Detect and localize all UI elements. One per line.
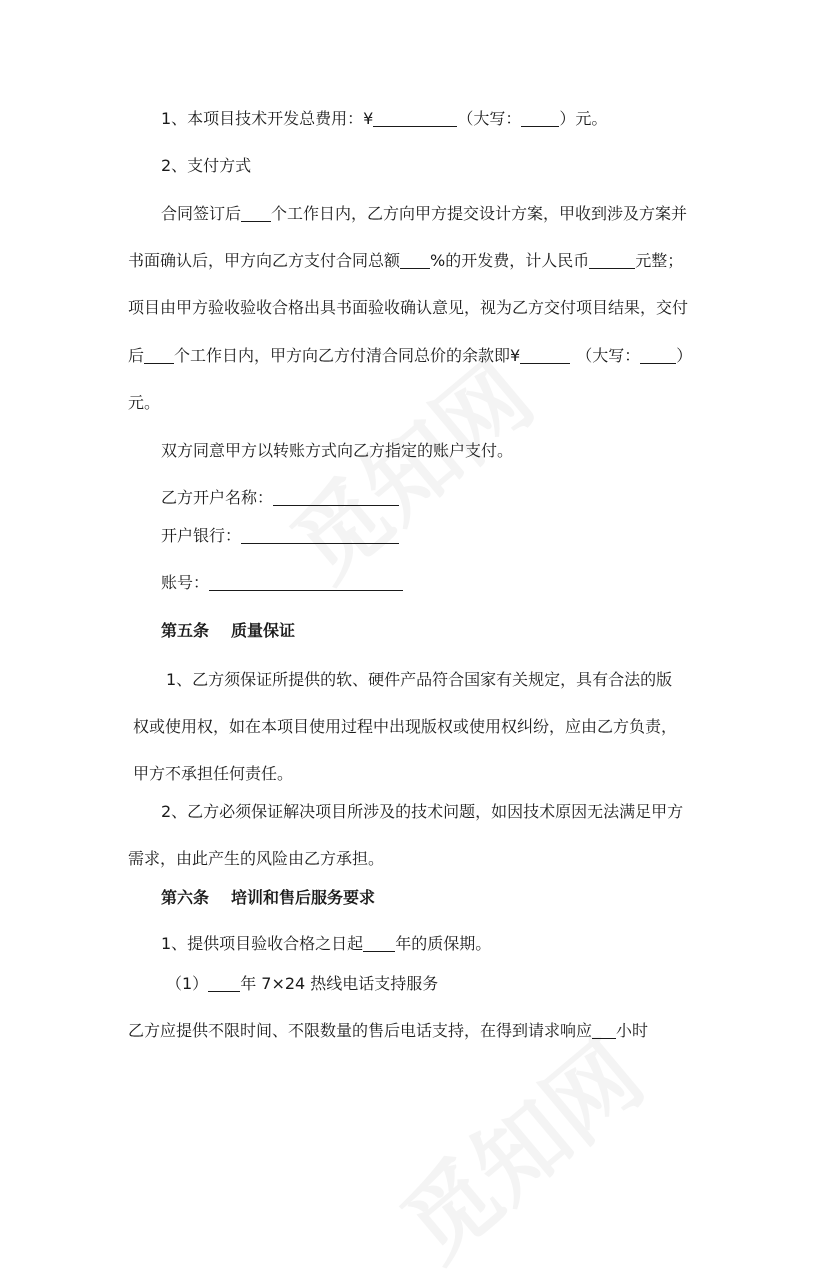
paragraph-line: 元。 <box>128 393 161 412</box>
text: （1） <box>166 974 209 993</box>
warranty-years-blank <box>363 935 395 952</box>
section-six-heading <box>161 888 375 908</box>
text: 1、提供项目验收合格之日起 <box>161 934 364 953</box>
hotline-line <box>166 974 438 994</box>
section-number: 第五条 <box>161 621 210 640</box>
text: ） <box>676 346 693 365</box>
payment-method-heading: 2、支付方式 <box>161 156 252 175</box>
balance-capital-blank <box>640 347 676 364</box>
paragraph-line: 2、乙方必须保证解决项目所涉及的技术问题，如因技术原因无法满足甲方 <box>161 802 684 821</box>
account-name-blank <box>273 489 399 506</box>
paragraph-line: 项目由甲方验收验收合格出具书面验收确认意见，视为乙方交付项目结果，交付 <box>128 298 689 317</box>
text: 乙方应提供不限时间、不限数量的售后电话支持，在得到请求响应 <box>128 1021 593 1040</box>
text: 小时 <box>616 1021 649 1040</box>
total-fee-suffix: ）元。 <box>559 109 608 128</box>
bank-label: 开户银行： <box>161 526 242 545</box>
bank-line <box>161 526 399 546</box>
text: 年的质保期。 <box>395 934 492 953</box>
paragraph-line: 需求，由此产生的风险由乙方承担。 <box>128 849 385 868</box>
paragraph-line: 权或使用权，如在本项目使用过程中出现版权或使用权纠纷，应由乙方负责， <box>133 717 678 736</box>
text: 后 <box>128 346 145 365</box>
days-blank-2 <box>144 347 174 364</box>
text: 年 7×24 热线电话支持服务 <box>240 974 439 993</box>
text: 书面确认后，甲方向乙方支付合同总额 <box>128 251 401 270</box>
section-title: 培训和售后服务要求 <box>231 888 376 907</box>
paragraph-line <box>128 1021 648 1041</box>
watermark <box>260 327 556 606</box>
bank-blank <box>241 527 399 544</box>
total-fee-capital-blank <box>521 110 559 127</box>
days-blank <box>241 205 271 222</box>
account-number-line <box>161 573 403 593</box>
total-fee-label: 1、本项目技术开发总费用：¥ <box>161 109 374 128</box>
balance-blank <box>520 347 570 364</box>
section-number: 第六条 <box>161 888 210 907</box>
text: 个工作日内，乙方向甲方提交设计方案，甲收到涉及方案并 <box>271 204 688 223</box>
text: 合同签订后 <box>161 204 242 223</box>
total-fee-blank <box>373 110 457 127</box>
response-hours-blank <box>592 1022 616 1039</box>
paragraph-line <box>128 251 683 271</box>
text: 个工作日内，甲方向乙方付清合同总价的余款即¥ <box>174 346 521 365</box>
total-fee-capital-label: （大写： <box>457 109 522 128</box>
rmb-blank <box>589 252 635 269</box>
text: （大写： <box>576 346 641 365</box>
watermark-bottom <box>370 1007 666 1285</box>
transfer-statement: 双方同意甲方以转账方式向乙方指定的账户支付。 <box>161 441 514 460</box>
section-five-heading <box>161 621 295 641</box>
paragraph-line: 甲方不承担任何责任。 <box>133 764 294 783</box>
total-fee-line <box>161 109 607 129</box>
paragraph-line: 1、乙方须保证所提供的软、硬件产品符合国家有关规定，具有合法的版 <box>166 670 673 689</box>
section-title: 质量保证 <box>231 621 296 640</box>
account-number-label: 账号： <box>161 573 210 592</box>
text: 元整； <box>635 251 684 270</box>
account-name-line <box>161 488 399 508</box>
hotline-years-blank <box>208 975 240 992</box>
account-name-label: 乙方开户名称： <box>161 488 274 507</box>
account-number-blank <box>209 574 403 591</box>
paragraph-line <box>128 346 692 366</box>
paragraph-line <box>161 204 687 224</box>
text: %的开发费，计人民币 <box>430 251 590 270</box>
warranty-line <box>161 934 491 954</box>
percent-blank <box>400 252 430 269</box>
